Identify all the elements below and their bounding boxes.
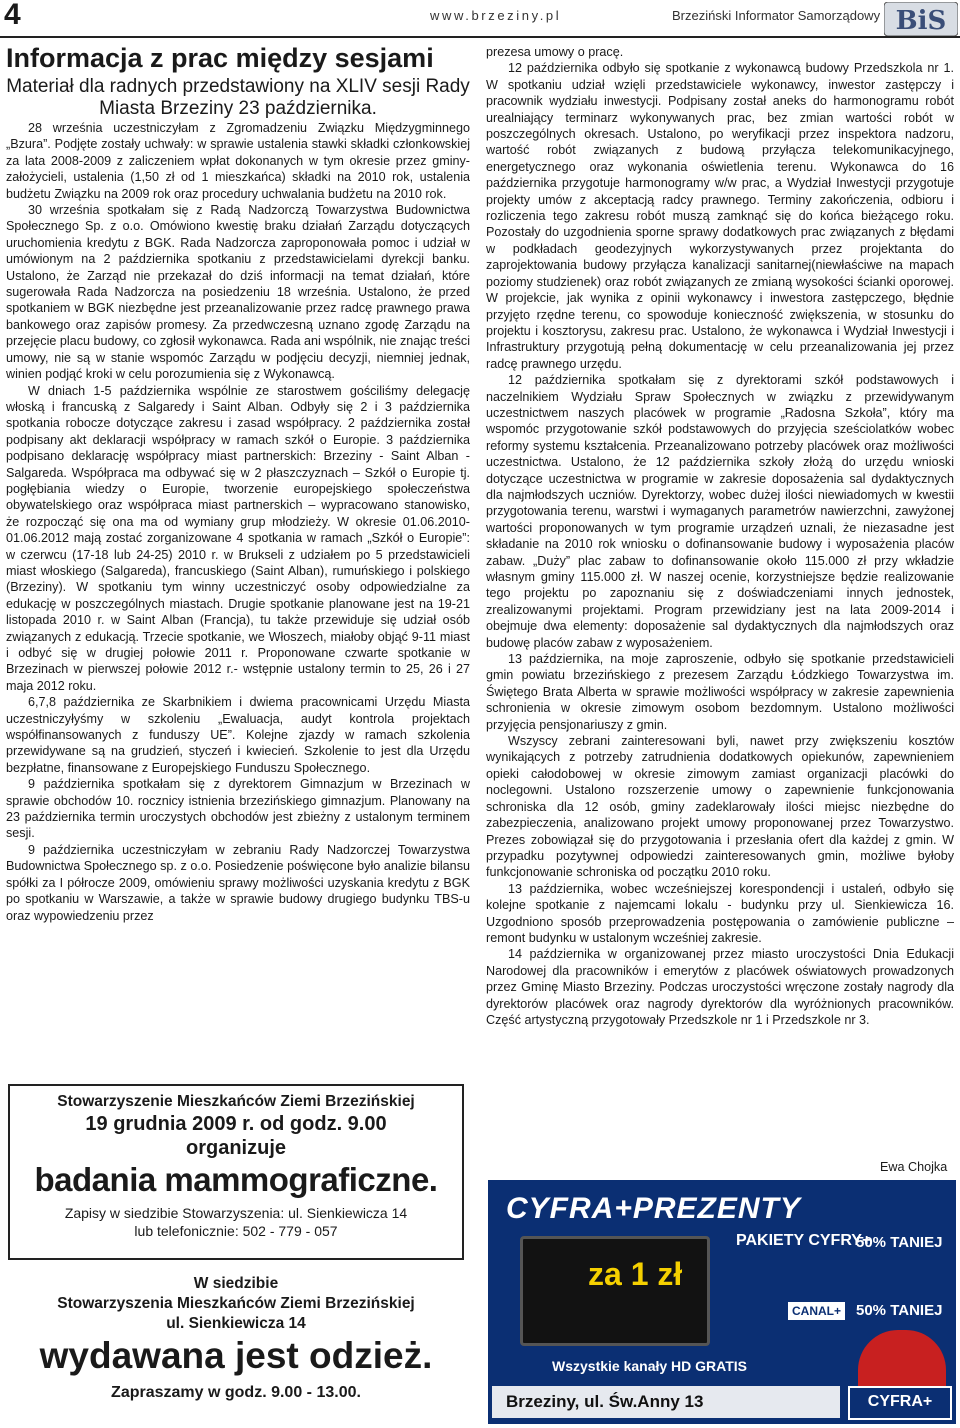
paragraph: 6,7,8 października ze Skarbnikiem i dwiema pracownicami Urzędu Miasta uczestniczyłyśmy w szkoleniu „Ewaluacja, audyt kontrola projektach współfinansowanych z funduszy UE”. Kolejne zjazdy w ramach szkolenia przewidywane są na grudzień, styczeń i kwiecień. Szkolenie to jest dla Urzędu bezpłatne, finansowane z Europejskiego Funduszu Społecznego. xyxy=(6,695,470,775)
ad-clothing xyxy=(8,1268,464,1422)
article-subtitle: Materiał dla radnych przedstawiony na XLIV sesji Rady Miasta Brzeziny 23 października. xyxy=(6,76,470,119)
paragraph: 14 października w organizowanej przez miasto uroczystości Dnia Edukacji Narodowej dla pracowników i emerytów z placówek oświatowych prowadzonych przez Gminę Miasto Brzeziny. Podczas uroczystości wręczone zostały nagrody dla dyrektorów placówek oraz nagrody dyrektorów dla wyróżnionych pracowników. Część artystyczną przygotowały Przedszkole nr 1 i Przedszkole nr 3. xyxy=(486,947,954,1027)
ad-org-name: Stowarzyszenia Mieszkańców Ziemi Brzezińskiej xyxy=(57,1295,415,1312)
site-url[interactable]: www.brzeziny.pl xyxy=(430,8,562,23)
cyfra-packages: PAKIETY CYFRY+ xyxy=(736,1232,872,1249)
paragraph: 13 października, wobec wcześniejszej korespondencji i ustaleń, odbyło się kolejne spotkanie z najemcami lokalu - budynku przy ul. Sienkiewicza 16. Uzgodniono sposób przeprowadzenia postępowania o zamówienie publiczne – remont budynku w ustalonym wcześniej zakresie. xyxy=(486,881,954,945)
page-header xyxy=(0,0,960,38)
paragraph: Wszyscy zebrani zainteresowani byli, nawet przy zwiększeniu kosztów wynikających z potrzeby zatrudnienia dodatkowych opiekunów, zapewnieniem opieki całodobowej w okresie zimowym zamiast organizacji placówki do noclegowni. Ustalono rozszerzenie umowy o zapewnienie funkcjonowania schroniska dla 12 osób, gminy zadeklarowały ilości miejsc niezbędne do zabezpieczenia, analizowano projekt umowy proponowanej przez Towarzystwo. Prezes zobowiązał się do przygotowania i przesłania ofert dla każdej z gmin. W przypadku pozytywnej odpowiedzi zainteresowanych gmin, możliwe byłoby funkcjonowanie schroniska od początku 2010 roku. xyxy=(486,734,954,880)
paragraph: 28 września uczestniczyłam z Zgromadzeniu Związku Międzygminnego „Bzura”. Podjęte zostały uchwały: w sprawie ustalenia stawki składki członkowskiej za lata 2008-2009 z zaliczeniem wpłat dokonanych w tym okresie przez gminy-założycieli, ustalenia (1,50 zł od 1 mieszkańca) składki na 2010 rok, ustalenia budżetu Związku na 2009 rok oraz procedury uchwalania budżetu na 2010 rok. xyxy=(6,121,470,201)
right-column xyxy=(486,44,954,1028)
ad-intro: W siedzibie xyxy=(193,1275,279,1292)
publication-title: Brzeziński Informator Samorządowy xyxy=(672,8,881,23)
bis-logo-text: BiS xyxy=(895,6,947,36)
bis-logo xyxy=(884,2,958,36)
ad-cyfra-plus xyxy=(488,1180,956,1424)
author-signature: Ewa Chojka xyxy=(880,1160,948,1174)
ad-headline: wydawana jest odzież. xyxy=(39,1335,433,1376)
ad-org-name: Stowarzyszenie Mieszkańców Ziemi Brzezińskiej xyxy=(57,1093,415,1110)
cyfra-promo: 50% TANIEJ xyxy=(856,1234,943,1251)
cyfra-promo: 50% TANIEJ xyxy=(856,1302,943,1319)
ad-date: 19 grudnia 2009 r. od godz. 9.00 xyxy=(85,1113,387,1135)
cyfra-price: za 1 zł xyxy=(588,1256,683,1292)
cyfra-logo: CYFRA+ xyxy=(848,1386,952,1420)
page-number: 4 xyxy=(4,0,21,31)
paragraph: 12 października odbyło się spotkanie z wykonawcą budowy Przedszkola nr 1. W spotkaniu udział wzięli przedstawiciele wykonawcy, inwestor zastępczy i pracownik wydziału inwestycji. Podpisany został aneks do harmonogramu robót urealniający terminarz wykonywanych prac, bez zmian wartości robót w poszczególnych okresach. Ustalono, po weryfikacji przez inspektora nadzoru, wartość robót związanych z budową przyłącza telekomunikacyjnego, energetycznego oraz wykonania oświetlenia terenu. Wykonawca do 16 października przygotuje harmonogramy w/w prac, a Wydział Inwestycji przygotuje projekty umów z akceptacją radcy prawnego. Terminy zakończenia, odbioru i rozliczenia tego zakresu robót muszą zamknąć się do końca bieżącego roku. Pozostały do uzgodnienia sporne sprawy dodatkowych prac związanych z błędami w podkładach geodezyjnych wykorzystywanych przez projektanta do zaprojektowania budowy przyłącza kanalizacji sanitarnej(niewłaściwe na mapach poziomy studzienek) oraz robót związanych ze zmianą wysokości ścianki oporowej. W projekcie, jak wynika z opinii wykonawcy i inwestora zastępczego, błędnie przyjęto rzędne terenu, co spowoduje konieczność zwiększenia, w stosunku do projektu i kosztorysu, zakresu prac. Ustalono, że wykonawca i Wydział Inwestycji i Infrastruktury przygotują pełną dokumentację w celu przeanalizowania jej przez radcę prawnego urzędu. xyxy=(486,61,954,371)
ad-hours: Zapraszamy w godz. 9.00 - 13.00. xyxy=(111,1384,361,1401)
article-title: Informacja z prac między sesjami xyxy=(6,43,434,73)
canal-plus-logo: CANAL+ xyxy=(788,1302,845,1320)
cyfra-channels: Wszystkie kanały HD GRATIS xyxy=(552,1358,748,1374)
paragraph: 9 października uczestniczyłam w zebraniu Rady Nadzorczej Towarzystwa Budownictwa Społecznego sp. z o.o. Posiedzenie poświęcone było analizie bilansu spółki za I półrocze 2009, omówieniu sprawy możliwości uzyskania kredytu z BGK po spotkaniu w Warszawie, a także w sprawie budowy drugiego budynku TBS-u oraz wypowiedzeniu przez xyxy=(6,842,470,923)
paragraph: prezesa umowy o pracę. xyxy=(486,45,624,59)
left-column xyxy=(6,120,470,924)
paragraph: 13 października, na moje zaproszenie, odbyło się spotkanie przedstawicieli gmin powiatu brzezińskiego z prezesem Zarządu Łódzkiego Towarzystwa im. Świętego Brata Alberta w sprawie możliwości współpracy w zakresie zapewnienia schronienia w okresie zimowym osobom bezdomnym. Ustalono możliwości przyjęcia pensjonariuszy z gmin. xyxy=(486,652,954,732)
ad-signup-phone: lub telefonicznie: 502 - 779 - 057 xyxy=(134,1223,338,1239)
cyfra-address: Brzeziny, ul. Św.Anny 13 xyxy=(492,1386,840,1418)
ad-headline: badania mammograficzne. xyxy=(34,1161,438,1198)
ad-organizes: organizuje xyxy=(185,1137,286,1159)
ad-address: ul. Sienkiewicza 14 xyxy=(166,1315,306,1332)
paragraph: 12 października spotkałam się z dyrektorami szkół podstawowych i naczelnikiem Wydziału Spraw Społecznych w związku z przewidywanym uczestnictwem naszych placówek w programie „Radosna Szkoła”, który ma wspomóc przygotowanie szkół podstawowych do przyjęcia sześciolatków wobec reformy systemu kształcenia. Przeanalizowano potrzeby placówek oraz możliwości uczestnictwa. Ustalono, że 12 października szkoły złożą do urzędu wnioski dotyczące uczestnictwa w programie w zakresie doposażenia sal dydaktycznych dla najmłodszych uczniów. Dyrektorzy, wobec dużej ilości niewiadomych w kwestii przygotowania terenu, warstwi i wymaganych parametrów nawierzchni, zawyżonej wartości proponowanych w tym programie urządzeń uznali, że niezasadne jest składanie na 2010 rok wniosku o dofinansowanie budowy i wyposażenia placów zabaw. „Duży” plac zabaw to dofinansowanie około 115.000 zł przy wkładzie własnym gminy 115.000 zł. W naszej ocenie, korzystniejsze będzie realizowanie tego projektu po zapoznaniu się z doświadczeniami innych jednostek, zrealizowanymi projektami. Program przewidziany jest na lata 2009-2014 i obejmuje dwa elementy: doposażenie sal dydaktycznych dla najmłodszych oraz budowę placów zabaw z wyposażeniem. xyxy=(486,373,954,650)
ad-signup-address: Zapisy w siedzibie Stowarzyszenia: ul. Sienkiewicza 14 xyxy=(64,1205,408,1221)
ad-mammography xyxy=(8,1084,464,1260)
paragraph: W dniach 1-5 października wspólnie ze starostwem gościliśmy delegację włoską i francuską z Salgaredy i Saint Alban. Odbyły się 2 i 3 października spotkania robocze dotyczące zakresu i zasad współpracy. 2 października został podpisany akt deklaracji współpracy w ramach szkół o Europie. 3 października podpisano deklarację współpracy miast partnerskich: Brzeziny - Saint Alban - Salgareda. Współpraca ma odbywać się w 2 płaszczyznach – Szkół o Europie tj. pogłębiania wiedzy o Europie, tworzenie europejskiego społeczeństwa obywatelskiego oraz współpraca miast partnerskich – wypracowano stanowisko, że rozpocząć się ona ma od wymiany grup młodzieży. W okresie 01.06.2010-01.06.2012 mają zostać zorganizowane 4 spotkania w ramach „Szkół o Europie”: w czerwcu (17-18 lub 24-25) 2010 r. w Brukseli z udziałem po 5 przedstawicieli miast włoskiego (Salgareda), francuskiego (Saint Alban), rumuńskiego i polskiego (Brzeziny). W spotkaniu tym winny uczestniczyć osoby odpowiedzialne za edukację w poszczególnych miastach. Drugie spotkanie planowane jest na 19-21 listopada 2010 r. w Saint Alban (Francja), tu także przewiduje się udział osób związanych z edukacją. Trzecie spotkanie, we Włoszech, miałoby objąć 9-11 miast i odbyć się w drugiej połowie 2011 r. Proponowane czwarte spotkanie w Brzezinach w pierwszej połowie 2012 r.- wstępnie ustalony termin to 25, 26 i 27 maja 2012 roku. xyxy=(6,383,470,693)
paragraph: 9 października spotkałam się z dyrektorem Gimnazjum w Brzezinach w sprawie obchodów 10. rocznicy istnienia brzezińskiego gimnazjum. Planowany na 23 października termin uroczystych obchodów jest zbieżny z ustalonym terminem sesji. xyxy=(6,777,470,841)
paragraph: 30 września spotkałam się z Radą Nadzorczą Towarzystwa Budownictwa Społecznego Sp. z o.o. Omówiono kwestię braku działań Zarządu dotyczących uruchomienia kredytu z BGK. Rada Nadzorcza zaproponowała pomoc i udział w umówionym na 2 października spotkaniu z przedstawicielami dyrekcji banku. Ustalono, że Zarząd nie przekazał do dziś informacji na temat działań, które sugerowała Rada Nadzorcza na posiedzeniu 18 września. Ustalono, że przed spotkaniem w BGK niezbędne jest przeanalizowanie przez radcę prawnego prawa bankowego oraz zapisów promesy. Za przedwczesną uznano zgodę Zarządu na przejęcie placu budowy, co zgłosił wykonawca. Rada ani wspólnik, nie znając treści umowy, nie są w stanie wspomóc Zarządu w podjęciu decyzji, niemniej jednak, winien podjąć kroki w celu porozumienia się z Wykonawcą. xyxy=(6,203,470,382)
cyfra-brand: CYFRA+PREZENTY xyxy=(506,1192,801,1225)
